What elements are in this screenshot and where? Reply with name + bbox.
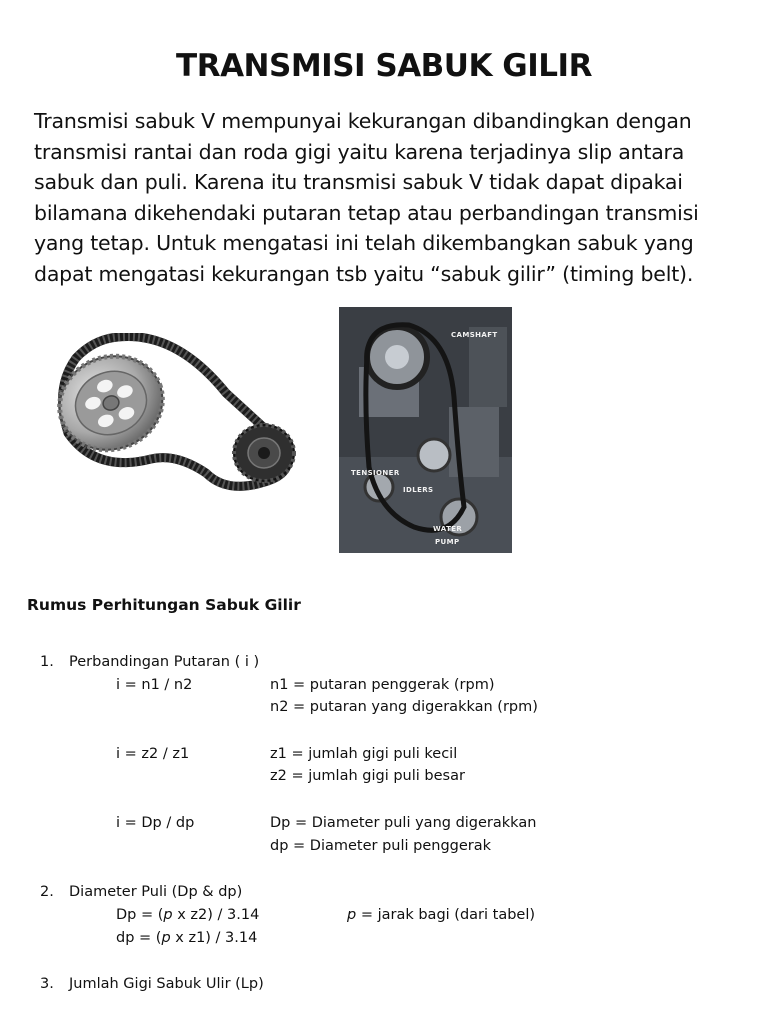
formula-description: Dp = Diameter puli yang digerakkan: [270, 815, 537, 831]
intro-paragraph: [34, 106, 742, 289]
page-title: TRANSMISI SABUK GILIR: [176, 48, 592, 84]
formula-description: p = jarak bagi (dari tabel): [347, 907, 536, 923]
pump-label: PUMP: [435, 538, 460, 546]
formula-equation: i = Dp / dp: [116, 815, 195, 831]
formula-equation: i = z2 / z1: [116, 746, 190, 762]
timing-belt-image: [56, 333, 304, 501]
formula-equation: Dp = (p x z2) / 3.14: [116, 907, 260, 923]
engine-timing-belt-image: [339, 307, 512, 553]
intro-line: Transmisi sabuk V mempunyai kekurangan dibandingkan dengan: [34, 109, 692, 133]
item-heading: Perbandingan Putaran ( i ): [69, 654, 260, 670]
formula-description: z2 = jumlah gigi puli besar: [270, 768, 465, 784]
intro-line: transmisi rantai dan roda gigi yaitu karena terjadinya slip antara: [34, 139, 685, 164]
item-number: 3.: [40, 976, 54, 992]
intro-line: dapat mengatasi kekurangan tsb yaitu “sabuk gilir” (timing belt).: [34, 261, 694, 286]
intro-line: bilamana dikehendaki putaran tetap atau perbandingan transmisi: [34, 200, 699, 225]
formula-description: n2 = putaran yang digerakkan (rpm): [270, 699, 538, 715]
formula-equation: dp = (p x z1) / 3.14: [116, 930, 258, 946]
item-heading: Diameter Puli (Dp & dp): [69, 884, 243, 900]
intro-line: yang tetap. Untuk mengatasi ini telah dikembangkan sabuk yang: [34, 231, 694, 255]
section-title: Rumus Perhitungan Sabuk Gilir: [27, 596, 301, 614]
idlers-label: IDLERS: [403, 486, 434, 494]
water-label: WATER: [433, 525, 463, 533]
tensioner-label: TENSIONER: [351, 469, 400, 477]
item-heading: Jumlah Gigi Sabuk Ulir (Lp): [69, 976, 264, 992]
item-number: 2.: [40, 884, 54, 900]
intro-line: sabuk dan puli. Karena itu transmisi sabuk V tidak dapat dipakai: [34, 170, 683, 194]
formula-equation: i = n1 / n2: [116, 677, 193, 693]
camshaft-label: CAMSHAFT: [451, 331, 498, 339]
formula-description: z1 = jumlah gigi puli kecil: [270, 746, 458, 762]
formula-description: dp = Diameter puli penggerak: [270, 838, 492, 854]
formula-description: n1 = putaran penggerak (rpm): [270, 677, 495, 693]
item-number: 1.: [40, 654, 54, 670]
